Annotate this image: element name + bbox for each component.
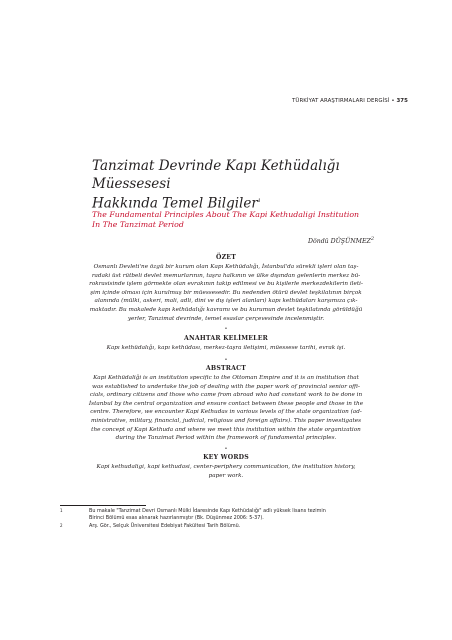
page-number: 375 <box>396 98 408 104</box>
ozet-heading: ÖZET <box>215 254 237 261</box>
keywords-line: Kapi kethudaligi, kapi kethudasi, center-periphery communication, the institution history, <box>96 464 356 470</box>
footnote-1 <box>60 508 400 522</box>
footnote-number: 2 <box>60 523 63 528</box>
ozet-line: rokrasisinde işlem görmekte olan evrakının takip edilmesi ve bu kişilerle merkezdekilerin ileti- <box>89 281 363 288</box>
title-line-1: Tanzimat Devrinde Kapı Kethüdalığı Müessesesi <box>92 158 340 192</box>
author-footnote-ref[interactable]: 2 <box>370 236 374 242</box>
abstract-line: the concept of Kapi Kethuda and where we meet this institution within the state organization <box>91 426 361 433</box>
abstract-line: cials, ordinary citizens and those who came from abroad who had constant work to be done in <box>89 392 363 399</box>
anahtar-body: Kapı kethüdalığı, kapı kethüdası, merkez-taşra iletişimi, müessese tarihi, evrak işi. <box>106 345 346 351</box>
abstract-line: during the Tanzimat Period within the framework of fundamental principles. <box>115 435 337 442</box>
header-separator: • <box>391 98 395 104</box>
english-title-line-2: In The Tanzimat Period <box>92 220 184 230</box>
abstract-line: ministrative, military, financial, judicial, religious and foreign affairs). This paper investigates <box>90 417 362 424</box>
footnote-line: Birinci Bölümü esas alınarak hazırlanmıştır (Bk. Düşünmez 2006: 5-37). <box>89 515 264 522</box>
footnote-line: Bu makale "Tanzimat Devri Osmanlı Mülki İdaresinde Kapı Kethüdalığı" adlı yüksek lisans tezimin <box>89 508 326 514</box>
abstract-line: centre. Therefore, we encounter Kapi Kethudas in various levels of the state organization (ad- <box>90 409 362 416</box>
footnote-number: 1 <box>60 508 63 513</box>
article-title <box>92 158 382 213</box>
abstract-line: İstanbul by the central organization and ensure contact between these people and those in the <box>88 400 364 407</box>
ozet-line: şim içinde olması için kurulmuş bir müessesedir. Bu nedenden ötürü devlet teşkilatının birçok <box>90 289 362 296</box>
keywords-heading: KEY WORDS <box>203 454 249 461</box>
ozet-line: alanında (mülki, askeri, mali, adli, dini ve dış işleri alanları) kapı kethüdaları karşımıza çık- <box>94 298 358 305</box>
ozet-line: yerler, Tanzimat devrinde, temel esaslar çerçevesinde incelenmiştir. <box>127 315 325 322</box>
footnote-line: Arş. Gör., Selçuk Üniversitesi Edebiyat Fakültesi Tarih Bölümü. <box>89 523 241 529</box>
anahtar-heading: ANAHTAR KELİMELER <box>184 335 268 342</box>
abstract-body <box>60 374 392 443</box>
footnote-2 <box>60 523 400 530</box>
abstract-line: Kapi Kethüdaliği is an institution specific to the Ottoman Empire and it is an institution that <box>93 375 359 381</box>
keywords-body <box>60 463 392 480</box>
keywords-line: paper work. <box>208 472 244 479</box>
title-line-2-text: Hakkında Temel Bilgiler <box>92 195 258 212</box>
section-bullet: • <box>224 357 228 363</box>
running-header <box>292 98 408 104</box>
section-bullet: • <box>224 326 228 332</box>
author-name <box>308 236 374 245</box>
english-title <box>92 210 382 231</box>
footnote-rule <box>60 505 146 506</box>
title-footnote-ref[interactable]: 1 <box>257 198 261 204</box>
ozet-line: Osmanlı Devleti'ne özgü bir kurum olan Kapı Kethüdalığı, İstanbul'da sürekli işleri olan taş- <box>93 264 359 270</box>
section-bullet: • <box>224 446 228 452</box>
english-title-line-1: The Fundamental Principles About The Kapi Kethudaligi Institution <box>92 210 360 219</box>
author-name-text: Döndü DÜŞÜNMEZ <box>308 238 371 246</box>
ozet-line: radaki üst rütbeli devlet memurlarının, taşra halkının ve ülke dışından gelenlerin merkez bü- <box>91 272 361 279</box>
abstract-heading: ABSTRACT <box>205 365 247 372</box>
journal-name: TÜRKİYAT ARAŞTIRMALARI DERGİSİ <box>292 98 390 104</box>
abstract-line: was established to undertake the job of dealing with the paper work of provincial senior offi- <box>92 383 360 390</box>
ozet-line: maktadır. Bu makalede kapı kethüdalığı kavramı ve bu kurumun devlet teşkilatında görüldüğü <box>89 306 363 313</box>
ozet-body <box>60 263 392 323</box>
